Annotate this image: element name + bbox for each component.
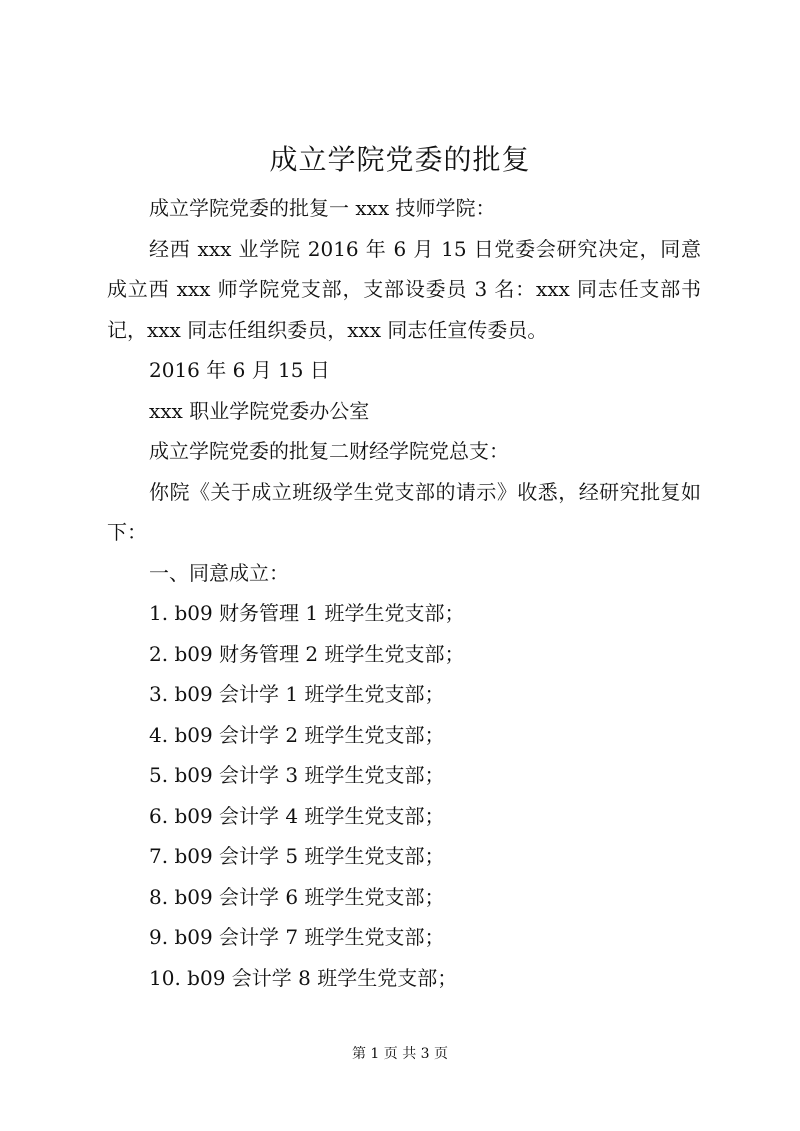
document-body: [107, 188, 701, 998]
document-title: 成立学院党委的批复: [269, 143, 531, 176]
page-footer: 第 1 页 共 3 页: [351, 1046, 449, 1062]
paragraph-1: 成立学院党委的批复一 xxx 技师学院：: [149, 196, 496, 220]
list-item: 3. b09 会计学 1 班学生党支部；: [149, 682, 445, 706]
list-item: 8. b09 会计学 6 班学生党支部；: [149, 884, 445, 909]
issuer-line: xxx 职业学院党委办公室: [149, 398, 370, 423]
paragraph-6: 你院《关于成立班级学生党支部的请示》收悉，经研究批复如下：: [107, 479, 701, 544]
list-item: 2. b09 财务管理 2 班学生党支部；: [149, 641, 465, 666]
list-item: 5. b09 会计学 3 班学生党支部；: [149, 763, 445, 787]
list-item: 9. b09 会计学 7 班学生党支部；: [149, 925, 445, 949]
list-item: 4. b09 会计学 2 班学生党支部；: [149, 722, 445, 747]
paragraph-5: 成立学院党委的批复二财经学院党总支：: [149, 439, 509, 463]
list-item: 1. b09 财务管理 1 班学生党支部；: [149, 601, 465, 625]
paragraph-2: 经西 xxx 业学院 2016 年 6 月 15 日党委会研究决定，同意成立西 xxx 师学院党支部，支部设委员 3 名：xxx 同志任支部书记，xxx 同志任组织委员，xxx 同志任宣传委员。: [107, 236, 701, 342]
list-item: 10. b09 会计学 8 班学生党支部；: [149, 965, 458, 990]
list-item: 6. b09 会计学 4 班学生党支部；: [149, 803, 445, 828]
section-heading: 一、同意成立：: [149, 560, 289, 585]
date-line: 2016 年 6 月 15 日: [149, 358, 330, 382]
list-item: 7. b09 会计学 5 班学生党支部；: [149, 844, 445, 868]
